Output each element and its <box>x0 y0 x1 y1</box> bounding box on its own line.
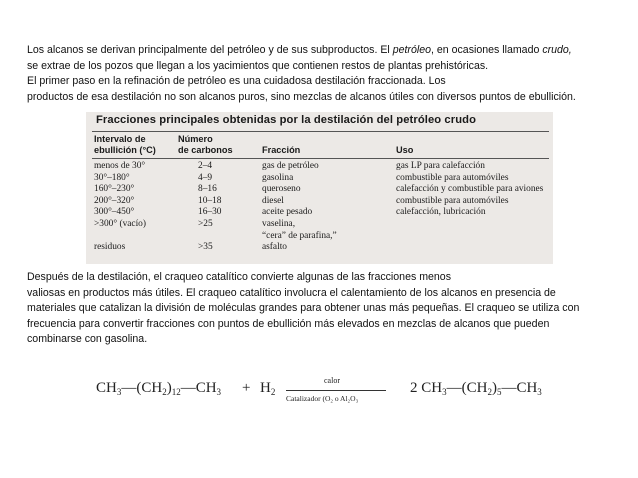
cell-fraction: gasolina <box>262 172 294 183</box>
intro-line-4: productos de esa destilación no son alcanos puros, sino mezclas de alcanos útiles con diversos puntos de ebullición. <box>27 90 576 103</box>
cell-fraction: gas de petróleo <box>262 161 319 171</box>
after-line-1: Después de la destilación, el craqueo catalítico convierte algunas de las fracciones menos <box>27 271 451 283</box>
cell-interval: 160°–230° <box>94 184 135 195</box>
cell-use: calefacción y combustible para aviones <box>396 184 544 195</box>
cell-use: calefacción, lubricación <box>396 207 486 218</box>
plus-sign: + <box>242 380 251 396</box>
cell-carbons: 8–16 <box>198 184 217 195</box>
fractions-table-image <box>86 112 553 264</box>
cell-use: combustible para automóviles <box>396 172 509 183</box>
header-carbons: Número de carbonos <box>178 134 233 155</box>
condition-heat: calor <box>324 376 340 385</box>
cell-carbons: 4–9 <box>198 172 213 183</box>
intro-line-3: El primer paso en la refinación de petróleo es una cuidadosa destilación fraccionada. Los <box>27 75 446 87</box>
cell-carbons: 16–30 <box>198 207 222 218</box>
cracking-equation <box>96 368 556 408</box>
after-line-4: frecuencia para convertir fracciones con puntos de ebullición más elevados en mezclas de alcanos que pueden <box>27 317 550 330</box>
cell-carbons: >25 <box>198 219 213 229</box>
term-petroleo: petróleo <box>392 44 431 56</box>
cell-fraction: “cera” de parafina,” <box>262 230 337 241</box>
after-line-2: valiosas en productos más útiles. El craqueo catalítico involucra el calentamiento de los alcanos en presencia de <box>27 286 556 299</box>
term-crudo: crudo, <box>542 44 572 56</box>
header-fraction: Fracción <box>262 145 301 155</box>
cell-interval: residuos <box>94 242 126 253</box>
intro-paragraph <box>27 43 627 105</box>
cell-use: combustible para automóviles <box>396 195 509 206</box>
table-title: Fracciones principales obtenidas por la destilación del petróleo crudo <box>96 114 477 126</box>
cell-interval: >300° (vacío) <box>94 219 146 229</box>
reactant-hydrogen: $H_2$ <box>260 380 276 397</box>
reaction-arrow <box>286 390 386 391</box>
table-header-rule <box>92 158 549 159</box>
cell-fraction: vaselina, <box>262 219 296 229</box>
reactant-alkane: $CH_3—(CH_2)_{12}—CH_3$ <box>96 380 222 397</box>
cell-fraction: asfalto <box>262 242 287 253</box>
cell-carbons: >35 <box>198 242 213 253</box>
cell-interval: menos de 30° <box>94 161 146 171</box>
intro-line-1: Los alcanos se derivan principalmente del petróleo y de sus subproductos. El petróleo, en ocasiones llamado crudo, <box>27 44 572 56</box>
header-use: Uso <box>396 145 414 155</box>
table-top-rule <box>92 131 549 132</box>
cell-fraction: queroseno <box>262 184 301 195</box>
header-interval: Intervalo de ebullición (°C) <box>94 134 156 155</box>
cell-carbons: 10–18 <box>198 195 222 206</box>
condition-catalyst: Catalizador (O₂ o Al₂O₃ <box>286 394 359 403</box>
intro-line-2: se extrae de los pozos que llegan a los yacimientos que contienen restos de plantas prehistóricas. <box>27 59 489 72</box>
cell-interval: 200°–320° <box>94 195 135 206</box>
cell-use: gas LP para calefacción <box>396 161 485 171</box>
after-line-3: materiales que catalizan la división de moléculas grandes para obtener unas más pequeñas. El craqueo se utiliza con <box>27 302 580 314</box>
after-line-5: combinarse con gasolina. <box>27 333 148 345</box>
cracking-paragraph <box>27 270 627 348</box>
cell-fraction: aceite pesado <box>262 207 313 218</box>
product-alkane: 2 $CH_3—(CH_2)_5—CH_3$ <box>410 380 542 397</box>
cell-interval: 30°–180° <box>94 172 130 183</box>
cell-fraction: diesel <box>262 195 284 206</box>
cell-interval: 300°–450° <box>94 207 135 218</box>
cell-carbons: 2–4 <box>198 161 213 171</box>
